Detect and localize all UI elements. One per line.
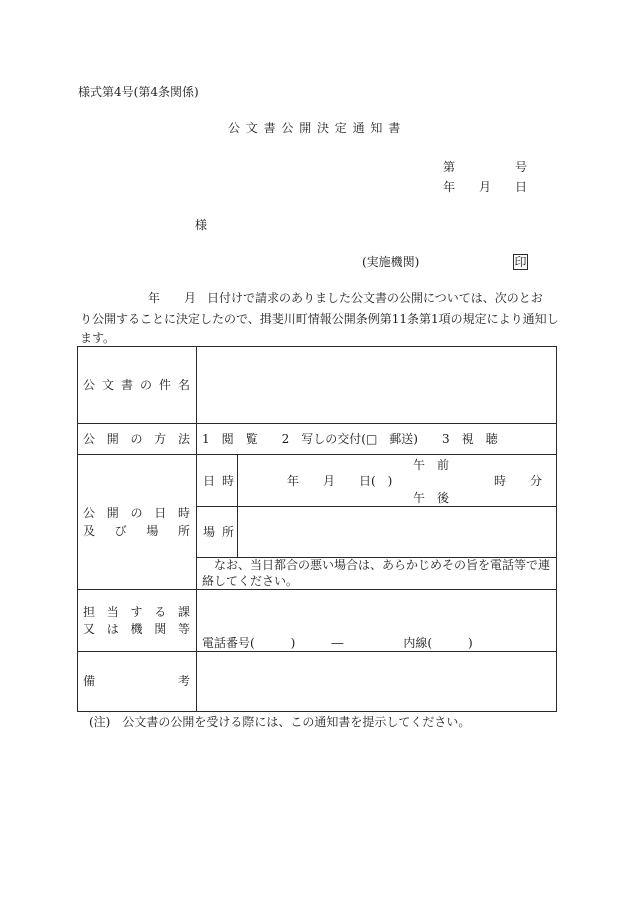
label-cell: [78, 590, 197, 651]
datetime-label-cell: [197, 455, 238, 506]
schedule-note-line-1: なお、当日都合の悪い場合は、あらかじめその旨を電話等で連: [202, 558, 551, 572]
datetime-label: 日時: [203, 473, 234, 488]
disclosure-method-options: 1 閲 覧 2 写しの交付(□ 郵送) 3 視 聴: [202, 432, 498, 446]
document-number-line: 第 号: [443, 160, 528, 174]
seal-mark: 印: [514, 255, 527, 269]
document-subject-field: [197, 347, 556, 423]
place-label-cell: [197, 507, 238, 557]
label-cell: [78, 455, 197, 589]
contact-label-line-1: 担当する課: [83, 604, 190, 619]
body-text-line-3: ます。: [80, 331, 116, 345]
row-document-subject: [78, 347, 556, 424]
row-datetime-place: [78, 455, 556, 590]
label-cell: [78, 347, 197, 423]
datetime-place-label-line-1: 公開の日時: [83, 506, 190, 520]
remarks-label: 備考: [83, 674, 190, 688]
datetime-field: [238, 455, 556, 506]
datetime-subrow: [197, 455, 556, 507]
contact-label-line-2: 又は機関等: [83, 621, 190, 636]
schedule-note: [197, 558, 556, 589]
label-cell: [78, 424, 197, 454]
row-disclosure-method: [78, 424, 556, 455]
date-template: 年 月 日( ): [287, 474, 393, 488]
decision-table: [77, 346, 557, 712]
disclosure-method-field: [197, 424, 556, 454]
footer-note: (注) 公文書の公開を受ける際には、この通知書を提示してください。: [89, 715, 471, 729]
place-field: [238, 507, 556, 557]
disclosure-method-label: 公開の方法: [83, 431, 190, 446]
label-cell: [78, 652, 197, 711]
body-month-label: 月: [184, 291, 197, 305]
phone-extension-line: 電話番号( ) ― 内線( ): [202, 636, 473, 650]
implementing-agency-label: (実施機関): [362, 255, 420, 269]
pm-label: 午 後: [413, 491, 450, 505]
am-label: 午 前: [413, 458, 450, 472]
addressee-suffix: 様: [195, 218, 208, 232]
body-text-line-1: 日付けで請求のありました公文書の公開については、次のとお: [207, 291, 543, 305]
place-subrow: [197, 507, 556, 558]
document-subject-label: 公文書の件名: [83, 377, 190, 392]
place-label: 場所: [203, 525, 234, 539]
datetime-place-field: [197, 455, 556, 589]
form-number: 様式第4号(第4条関係): [78, 85, 199, 99]
remarks-field: [197, 652, 556, 711]
datetime-place-label-line-2: 及び場所: [83, 524, 190, 538]
time-template: 時 分: [494, 474, 543, 488]
body-year-label: 年: [148, 291, 161, 305]
contact-field: [197, 590, 556, 651]
row-contact: [78, 590, 556, 652]
body-text-line-2: り公開することに決定したので、揖斐川町情報公開条例第11条第1項の規定により通知し: [80, 312, 559, 326]
schedule-note-line-2: 絡してください。: [202, 573, 299, 588]
document-title: 公文書公開決定通知書: [228, 121, 407, 135]
issue-date-line: 年 月 日: [443, 180, 528, 194]
row-remarks: [78, 652, 556, 711]
